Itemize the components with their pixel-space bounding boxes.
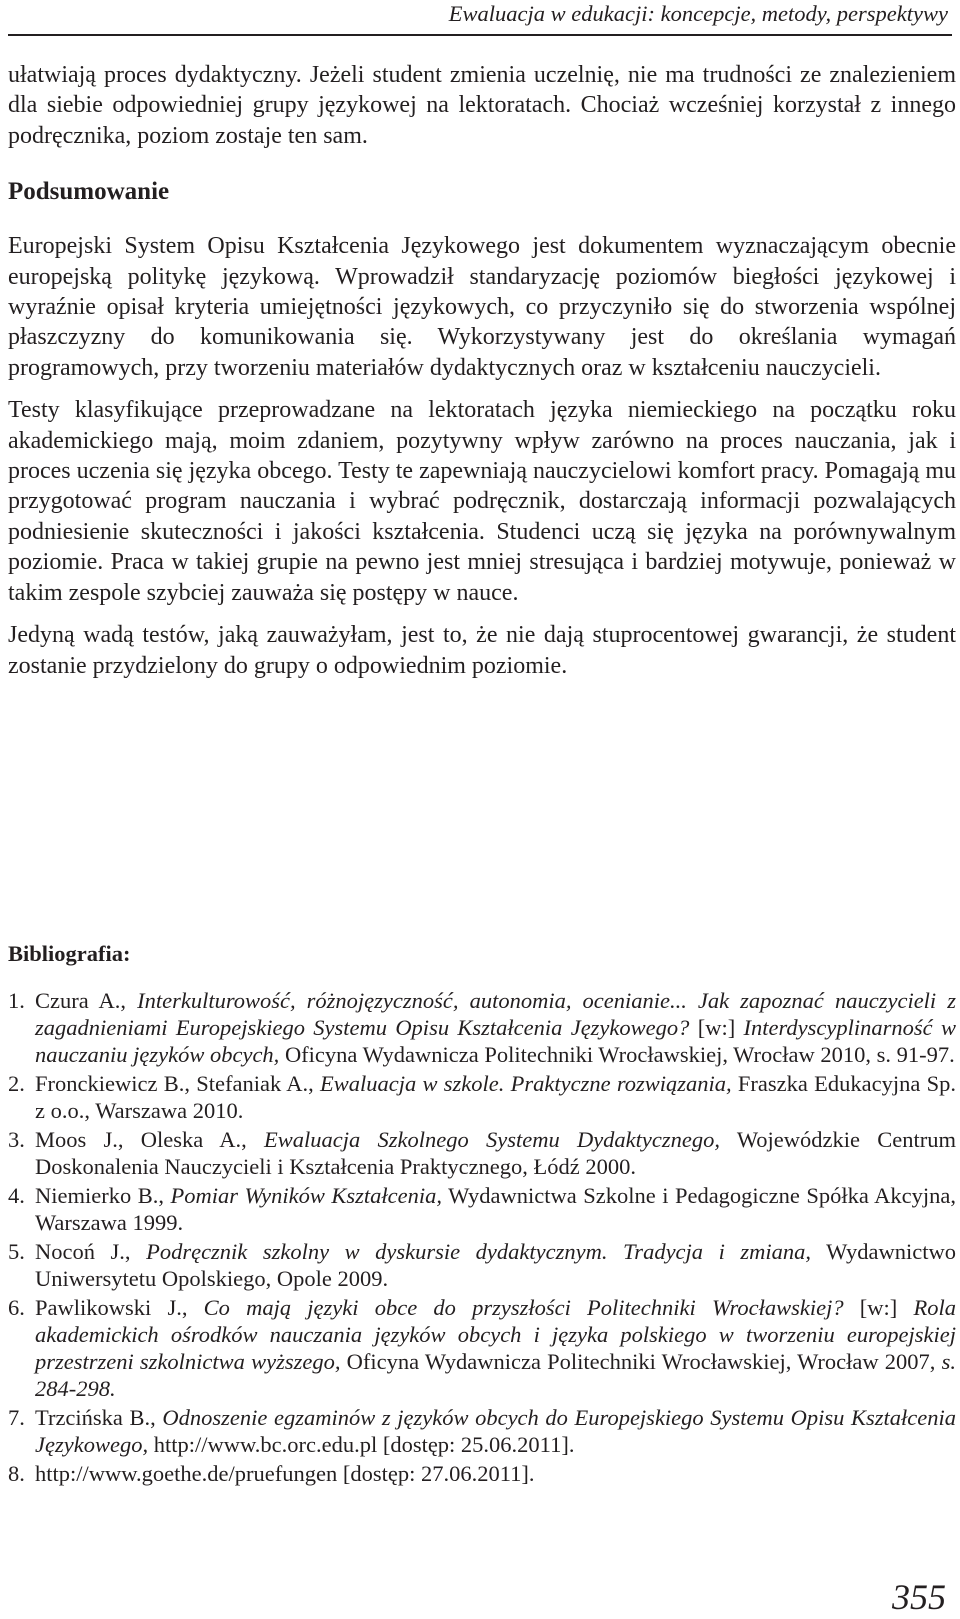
bibliography-title-italic: Interkulturowość, różnojęzyczność, autonomia, ocenianie... Jak zapoznać nauczycieli z zagadnieniami Europejskiego Systemu Opisu Kształcenia Językowego? [35, 988, 956, 1040]
bibliography-item-number: 2. [8, 1071, 25, 1096]
bibliography-title-italic: Odnoszenie egzaminów z języków obcych do Europejskiego Systemu Opisu Kształcenia Językowego, [35, 1405, 956, 1457]
bibliography-title-italic: Podręcznik szkolny w dyskursie dydaktycznym. Tradycja i zmiana, [146, 1239, 812, 1264]
paragraph: Jedyną wadą testów, jaką zauważyłam, jest to, że nie dają stuprocentowej gwarancji, że student zostanie przydzielony do grupy o odpowiednim poziomie. [8, 622, 956, 679]
bibliography-text: Czura A., [35, 988, 138, 1013]
bibliography-item [8, 1294, 956, 1402]
bibliography-text: [w:] [843, 1295, 914, 1320]
bibliography-text: Wojewódzkie Centrum Doskonalenia Nauczycieli i Kształcenia Praktycznego, Łódź 2000. [35, 1127, 956, 1179]
bibliography-title: Bibliografia: [8, 941, 131, 966]
bibliography-text: Nocoń J., [35, 1239, 147, 1264]
bibliography-item [8, 1070, 956, 1124]
running-header: Ewaluacja w edukacji: koncepcje, metody, perspektywy [448, 1, 948, 26]
bibliography-title-italic: Interdyscyplinarność w nauczaniu języków obcych, [35, 1015, 956, 1067]
bibliography-title-italic: s. 284-298. [35, 1349, 956, 1401]
main-text [8, 60, 956, 693]
bibliography-item [8, 1460, 956, 1487]
bibliography-item-number: 7. [8, 1405, 25, 1430]
bibliography-item [8, 1126, 956, 1180]
bibliography-text: Trzcińska B., [35, 1405, 163, 1430]
paragraph: Europejski System Opisu Kształcenia Językowego jest dokumentem wyznaczającym obecnie europejską politykę językową. Wprowadził standaryzację poziomów biegłości językowej i wyraźnie opisał kryteria umiejętności językowych, co przyczyniło się do stworzenia wspólnej płaszczyzny do komunikowania się. Wykorzystywany jest do określania wymagań programowych, przy tworzeniu materiałów dydaktycznych oraz w kształceniu nauczycieli. [8, 233, 956, 381]
page-number: 355 [892, 1577, 946, 1617]
bibliography-text: http://www.bc.orc.edu.pl [dostęp: 25.06.2011]. [148, 1432, 575, 1457]
bibliography-text: Oficyna Wydawnicza Politechniki Wrocławskiej, Wrocław 2007, [340, 1349, 942, 1374]
bibliography-item [8, 1404, 956, 1458]
bibliography-list [8, 987, 956, 1487]
bibliography [8, 940, 956, 1489]
bibliography-item-number: 1. [8, 988, 25, 1013]
bibliography-text: Wydawnictwa Szkolne i Pedagogiczne Spółka Akcyjna, Warszawa 1999. [35, 1183, 956, 1235]
header-rule [8, 34, 952, 36]
bibliography-text: Fronckiewicz B., Stefaniak A., [35, 1071, 320, 1096]
bibliography-text: http://www.goethe.de/pruefungen [dostęp: 27.06.2011]. [35, 1461, 535, 1486]
bibliography-text: Niemierko B., [35, 1183, 171, 1208]
bibliography-title-italic: Co mają języki obce do przyszłości Politechniki Wrocławskiej? [203, 1295, 844, 1320]
bibliography-item-number: 6. [8, 1295, 25, 1320]
bibliography-text: Fraszka Edukacyjna Sp. z o.o., Warszawa 2010. [35, 1071, 956, 1123]
bibliography-title-italic: Ewaluacja Szkolnego Systemu Dydaktycznego, [264, 1127, 721, 1152]
bibliography-item-number: 3. [8, 1127, 25, 1152]
bibliography-text: Moos J., Oleska A., [35, 1127, 264, 1152]
bibliography-text: Oficyna Wydawnicza Politechniki Wrocławskiej, Wrocław 2010, s. 91-97. [279, 1042, 955, 1067]
bibliography-item [8, 1238, 956, 1292]
bibliography-text: Wydawnictwo Uniwersytetu Opolskiego, Opole 2009. [35, 1239, 957, 1291]
bibliography-item [8, 1182, 956, 1236]
bibliography-text: [w:] [689, 1015, 744, 1040]
bibliography-item [8, 987, 956, 1068]
section-heading: Podsumowanie [8, 178, 170, 206]
bibliography-title-italic: Rola akademickich ośrodków nauczania języków obcych i języka polskiego w tworzeniu europejskiej przestrzeni szkolnictwa wyższego, [35, 1295, 956, 1374]
bibliography-item-number: 4. [8, 1183, 25, 1208]
bibliography-title-italic: Pomiar Wyników Kształcenia, [170, 1183, 443, 1208]
bibliography-title-italic: Ewaluacja w szkole. Praktyczne rozwiązania, [319, 1071, 732, 1096]
paragraph-continuation: ułatwiają proces dydaktyczny. Jeżeli student zmienia uczelnię, nie ma trudności ze znalezieniem dla siebie odpowiedniej grupy językowej na lektoratach. Chociaż wcześniej korzystał z innego podręcznika, poziom zostaje ten sam. [8, 62, 956, 149]
bibliography-item-number: 8. [8, 1461, 25, 1486]
bibliography-item-number: 5. [8, 1239, 25, 1264]
paragraph: Testy klasyfikujące przeprowadzane na lektoratach języka niemieckiego na początku roku akademickiego mają, moim zdaniem, pozytywny wpływ zarówno na proces nauczania, jak i proces uczenia się języka obcego. Testy te zapewniają nauczycielowi komfort pracy. Pomagają mu przygotować program nauczania i wybrać podręcznik, dostarczają informacji pozwalających podniesienie skuteczności i jakości kształcenia. Studenci uczą się języka na porównywalnym poziomie. Praca w takiej grupie na pewno jest mniej stresująca i bardziej motywuje, ponieważ w takim zespole szybciej zauważa się postępy w nauce. [8, 397, 956, 606]
bibliography-text: Pawlikowski J., [35, 1295, 204, 1320]
